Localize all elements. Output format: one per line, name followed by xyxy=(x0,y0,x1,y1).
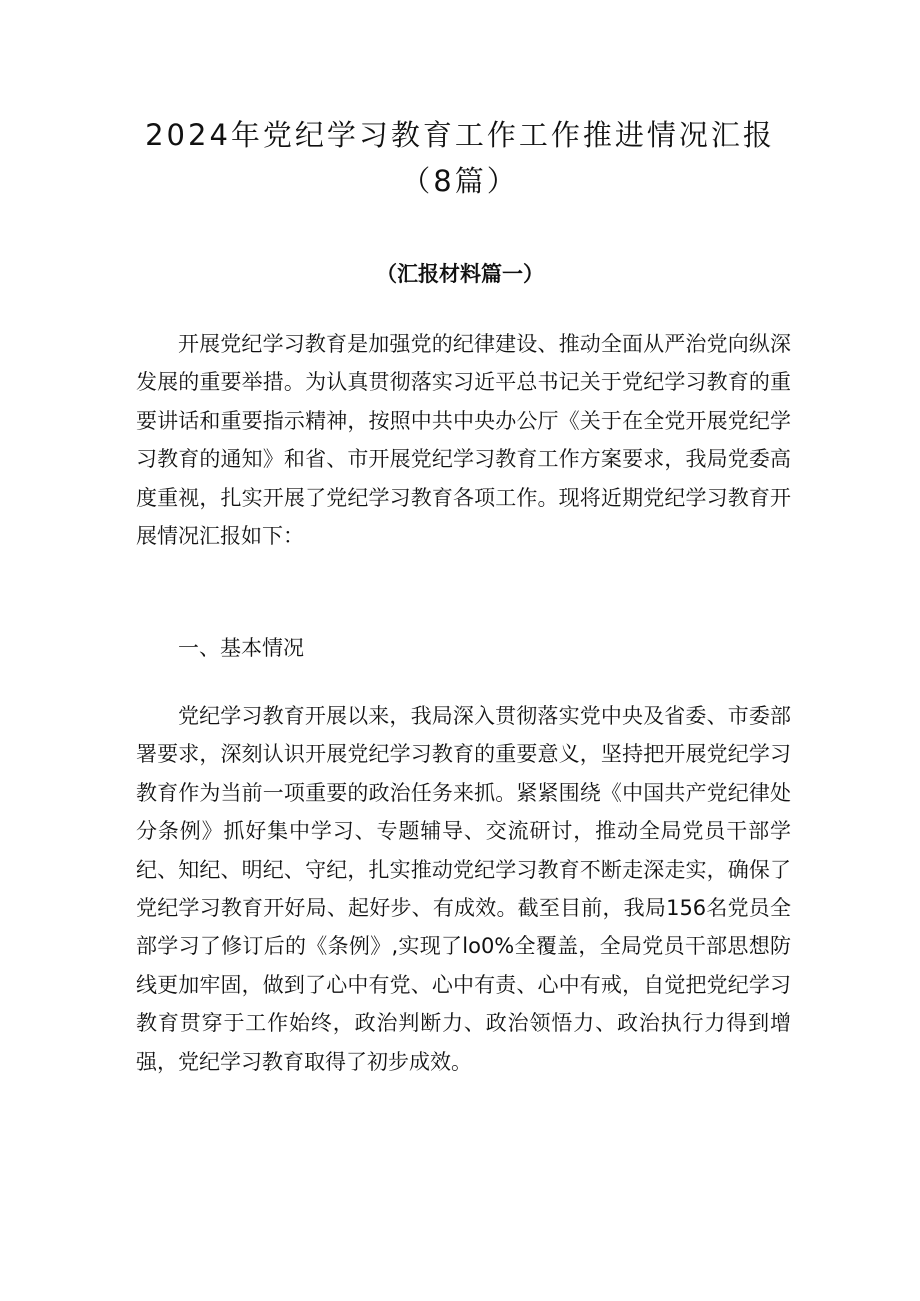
body-paragraph-2: 党纪学习教育开展以来，我局深入贯彻落实党中央及省委、市委部署要求，深刻认识开展党纪学习教育的重要意义，坚持把开展党纪学习教育作为当前一项重要的政治任务来抓。紧紧围绕《中国共产党纪律处分条例》抓好集中学习、专题辅导、交流研讨，推动全局党员干部学纪、知纪、明纪、守纪，扎实推动党纪学习教育不断走深走实，确保了党纪学习教育开好局、起好步、有成效。截至目前，我局156名党员全部学习了修订后的《条例》,实现了lo0%全覆盖，全局党员干部思想防线更加牢固，做到了心中有党、心中有责、心中有戒，自觉把党纪学习教育贯穿于工作始终，政治判断力、政治领悟力、政治执行力得到增强，党纪学习教育取得了初步成效。 xyxy=(136,704,791,1074)
document-title: 2024年党纪学习教育工作工作推进情况汇报（8篇） xyxy=(145,118,775,198)
section-heading-basic-situation: 一、基本情况 xyxy=(178,636,304,660)
body-paragraph-1: 开展党纪学习教育是加强党的纪律建设、推动全面从严治党向纵深发展的重要举措。为认真贯彻落实习近平总书记关于党纪学习教育的重要讲话和重要指示精神，按照中共中央办公厅《关于在全党开展党纪学习教育的通知》和省、市开展党纪学习教育工作方案要求，我局党委高度重视，扎实开展了党纪学习教育各项工作。现将近期党纪学习教育开展情况汇报如下： xyxy=(136,332,791,549)
section-label: （汇报材料篇一） xyxy=(376,262,544,286)
